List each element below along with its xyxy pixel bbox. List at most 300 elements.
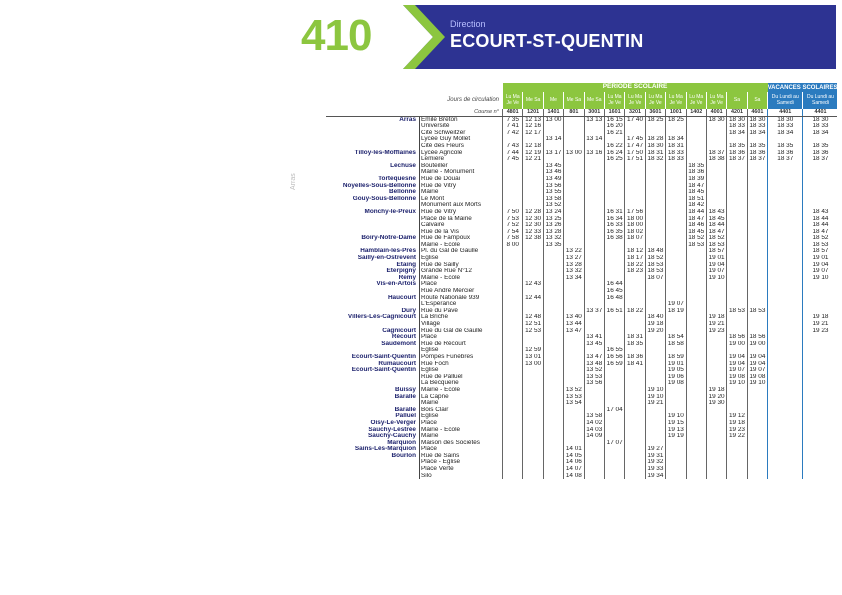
- departure-time: [727, 314, 747, 321]
- departure-time: [564, 202, 584, 209]
- table-row: [326, 440, 837, 447]
- departure-time: [727, 196, 747, 203]
- departure-time: 16 35: [604, 229, 624, 236]
- departure-time: [625, 275, 645, 282]
- departure-time: 12 48: [523, 314, 543, 321]
- departure-time: [768, 242, 803, 249]
- departure-time: [543, 354, 563, 361]
- departure-time: [625, 202, 645, 209]
- departure-time: [604, 413, 624, 420]
- departure-time: [503, 394, 523, 401]
- departure-time: [584, 394, 604, 401]
- departure-time: [604, 268, 624, 275]
- departure-time: 18 57: [706, 248, 726, 255]
- departure-time: [543, 466, 563, 473]
- departure-time: 18 53: [803, 242, 838, 249]
- departure-time: [666, 459, 686, 466]
- departure-time: [523, 301, 543, 308]
- departure-time: [503, 440, 523, 447]
- departure-time: [727, 242, 747, 249]
- departure-time: 18 34: [727, 130, 747, 137]
- departure-time: 13 32: [543, 235, 563, 242]
- departure-time: 12 33: [523, 229, 543, 236]
- departure-time: 13 41: [584, 334, 604, 341]
- departure-time: [604, 433, 624, 440]
- day-header: Du Lundi au Samedi: [803, 92, 838, 109]
- departure-time: [768, 459, 803, 466]
- departure-time: 18 37: [747, 156, 767, 163]
- departure-time: 16 33: [604, 222, 624, 229]
- departure-time: 16 59: [604, 361, 624, 368]
- departure-time: [503, 361, 523, 368]
- departure-time: 19 20: [645, 328, 665, 335]
- departure-time: 13 28: [564, 262, 584, 269]
- departure-time: 19 33: [645, 466, 665, 473]
- departure-time: 13 17: [543, 150, 563, 157]
- departure-time: [503, 255, 523, 262]
- departure-time: 13 32: [564, 268, 584, 275]
- departure-time: [666, 387, 686, 394]
- departure-time: [803, 196, 838, 203]
- departure-time: [747, 176, 767, 183]
- departure-time: [686, 295, 706, 302]
- commune-name: Dury: [401, 307, 416, 314]
- table-row: [326, 156, 837, 163]
- departure-time: 12 13: [523, 116, 543, 123]
- departure-time: 13 53: [564, 394, 584, 401]
- departure-time: 18 34: [803, 130, 838, 137]
- day-header: Lu Ma Je Ve: [666, 92, 686, 109]
- course-number: 4001: [706, 109, 726, 116]
- departure-time: [543, 143, 563, 150]
- code-label: Course n°: [326, 109, 503, 116]
- departure-time: 12 16: [523, 123, 543, 130]
- departure-time: 18 59: [666, 354, 686, 361]
- departure-time: 12 51: [523, 321, 543, 328]
- stop-name: La Becquerie: [420, 380, 503, 387]
- departure-time: [503, 262, 523, 269]
- departure-time: 18 22: [625, 308, 645, 315]
- stop-name: Place: [420, 446, 503, 453]
- departure-time: [543, 380, 563, 387]
- departure-time: [604, 400, 624, 407]
- departure-time: [584, 183, 604, 190]
- departure-time: [503, 321, 523, 328]
- departure-time: 7 41: [503, 123, 523, 130]
- departure-time: [803, 288, 838, 295]
- departure-time: 7 52: [503, 222, 523, 229]
- departure-time: [706, 407, 726, 414]
- departure-time: [604, 189, 624, 196]
- table-row: [326, 216, 837, 223]
- departure-time: [503, 275, 523, 282]
- departure-time: [727, 394, 747, 401]
- departure-time: [625, 314, 645, 321]
- departure-time: 19 27: [645, 446, 665, 453]
- commune-name: Saudemont: [381, 340, 416, 347]
- departure-time: 13 52: [564, 387, 584, 394]
- commune-name: Palluel: [395, 413, 416, 420]
- departure-time: [666, 222, 686, 229]
- departure-time: [604, 453, 624, 460]
- departure-time: [803, 341, 838, 348]
- departure-time: 13 55: [543, 189, 563, 196]
- departure-time: 19 18: [727, 420, 747, 427]
- departure-time: 13 52: [584, 367, 604, 374]
- stop-name: Place Verte: [420, 466, 503, 473]
- departure-time: [645, 341, 665, 348]
- departure-time: 14 08: [564, 473, 584, 480]
- stop-name: Grande Rue N°12: [420, 268, 503, 275]
- departure-time: [523, 367, 543, 374]
- departure-time: [727, 453, 747, 460]
- departure-time: 18 31: [625, 334, 645, 341]
- departure-time: [706, 427, 726, 434]
- departure-time: [727, 262, 747, 269]
- stop-name: Silo: [420, 473, 503, 480]
- departure-time: [604, 242, 624, 249]
- stop-name: Rue de Sains: [420, 453, 503, 460]
- stop-name: Village: [420, 321, 503, 328]
- stop-name: Rue André Mercier: [420, 288, 503, 295]
- departure-time: [604, 427, 624, 434]
- departure-time: [768, 446, 803, 453]
- table-row: [326, 163, 837, 170]
- departure-time: [747, 229, 767, 236]
- commune-name: Haucourt: [387, 294, 416, 301]
- departure-time: [543, 400, 563, 407]
- departure-time: [584, 446, 604, 453]
- departure-time: [686, 420, 706, 427]
- departure-time: [543, 341, 563, 348]
- departure-time: [686, 347, 706, 354]
- departure-time: [706, 123, 726, 130]
- departure-time: [503, 176, 523, 183]
- departure-time: 18 53: [645, 262, 665, 269]
- departure-time: 7 50: [503, 209, 523, 216]
- departure-time: 18 45: [686, 189, 706, 196]
- departure-time: [503, 427, 523, 434]
- commune-name: [326, 169, 420, 176]
- departure-time: [625, 453, 645, 460]
- departure-time: [645, 301, 665, 308]
- departure-time: [768, 440, 803, 447]
- stop-name: Bouteiller: [420, 163, 503, 170]
- departure-time: [584, 268, 604, 275]
- departure-time: [747, 347, 767, 354]
- departure-time: [503, 301, 523, 308]
- departure-time: [727, 189, 747, 196]
- departure-time: [686, 116, 706, 123]
- departure-time: [584, 288, 604, 295]
- departure-time: 18 53: [645, 268, 665, 275]
- departure-time: [686, 150, 706, 157]
- departure-time: [584, 275, 604, 282]
- departure-time: [523, 453, 543, 460]
- departure-time: 18 30: [803, 116, 838, 123]
- departure-time: 7 43: [503, 143, 523, 150]
- departure-time: 18 19: [666, 308, 686, 315]
- departure-time: 18 32: [645, 156, 665, 163]
- table-row: [326, 235, 837, 242]
- stop-name: Mairie - École: [420, 242, 503, 249]
- departure-time: [543, 328, 563, 335]
- departure-time: [686, 262, 706, 269]
- departure-time: [768, 262, 803, 269]
- departure-time: [584, 235, 604, 242]
- table-row: [326, 222, 837, 229]
- departure-time: [768, 387, 803, 394]
- departure-time: [584, 295, 604, 302]
- commune-name: Boiry-Notre-Dame: [361, 235, 416, 242]
- stop-name: Église: [420, 413, 503, 420]
- departure-time: [584, 248, 604, 255]
- departure-time: [706, 380, 726, 387]
- departure-time: 19 00: [727, 341, 747, 348]
- departure-time: 13 58: [584, 413, 604, 420]
- departure-time: [584, 222, 604, 229]
- departure-time: [768, 334, 803, 341]
- departure-time: 13 53: [584, 374, 604, 381]
- departure-time: 18 47: [686, 183, 706, 190]
- departure-time: [584, 440, 604, 447]
- departure-time: 13 56: [543, 183, 563, 190]
- departure-time: [625, 446, 645, 453]
- departure-time: [523, 466, 543, 473]
- departure-time: 18 38: [706, 156, 726, 163]
- commune-name: [326, 473, 420, 480]
- departure-time: 17 45: [625, 136, 645, 143]
- departure-time: 18 36: [768, 150, 803, 157]
- commune-name: Remy: [398, 274, 416, 281]
- departure-time: [584, 347, 604, 354]
- departure-time: [666, 275, 686, 282]
- departure-time: 17 40: [625, 116, 645, 123]
- commune-name: Baralle: [394, 406, 416, 413]
- departure-time: [604, 169, 624, 176]
- departure-time: [803, 308, 838, 315]
- departure-time: [543, 374, 563, 381]
- departure-time: 18 30: [747, 116, 767, 123]
- departure-time: [803, 420, 838, 427]
- departure-time: [666, 242, 686, 249]
- table-row: [326, 123, 837, 130]
- departure-time: [768, 202, 803, 209]
- departure-time: 18 33: [727, 123, 747, 130]
- departure-time: [727, 268, 747, 275]
- departure-time: [686, 248, 706, 255]
- departure-time: [747, 301, 767, 308]
- departure-time: [706, 420, 726, 427]
- departure-time: 18 53: [727, 308, 747, 315]
- course-number: 4801: [503, 109, 523, 116]
- departure-time: 19 01: [666, 361, 686, 368]
- departure-time: 19 08: [747, 374, 767, 381]
- departure-time: [706, 136, 726, 143]
- departure-time: 16 21: [604, 130, 624, 137]
- departure-time: [666, 196, 686, 203]
- departure-time: [727, 328, 747, 335]
- departure-time: 17 47: [625, 143, 645, 150]
- departure-time: [503, 295, 523, 302]
- commune-name: [326, 301, 420, 308]
- departure-time: [564, 156, 584, 163]
- commune-name: [326, 229, 420, 236]
- departure-time: [543, 301, 563, 308]
- departure-time: [747, 288, 767, 295]
- departure-time: [645, 308, 665, 315]
- departure-time: 13 45: [543, 163, 563, 170]
- departure-time: 17 04: [604, 407, 624, 414]
- departure-time: [584, 169, 604, 176]
- departure-time: 13 56: [584, 380, 604, 387]
- stop-name: Mairie - Monument: [420, 169, 503, 176]
- course-number: 1201: [523, 109, 543, 116]
- departure-time: [727, 176, 747, 183]
- table-row: [326, 281, 837, 288]
- departure-time: [645, 209, 665, 216]
- stop-name: Lycée Agricole: [420, 150, 503, 157]
- departure-time: [503, 328, 523, 335]
- departure-time: [503, 288, 523, 295]
- departure-time: [625, 295, 645, 302]
- departure-time: 18 58: [666, 341, 686, 348]
- departure-time: [803, 374, 838, 381]
- departure-time: 18 43: [706, 209, 726, 216]
- departure-time: [523, 255, 543, 262]
- departure-time: [706, 301, 726, 308]
- table-row: [326, 446, 837, 453]
- departure-time: [543, 123, 563, 130]
- departure-time: [768, 420, 803, 427]
- destination-title: ECOURT-ST-QUENTIN: [450, 31, 644, 51]
- departure-time: [625, 130, 645, 137]
- departure-time: 19 13: [666, 427, 686, 434]
- stop-name: Rue du Pavé: [420, 308, 503, 315]
- departure-time: [625, 433, 645, 440]
- departure-time: [747, 169, 767, 176]
- table-row: [326, 183, 837, 190]
- departure-time: [727, 281, 747, 288]
- departure-time: [747, 466, 767, 473]
- departure-time: [768, 380, 803, 387]
- departure-time: [686, 473, 706, 480]
- stop-name: Mairie: [420, 433, 503, 440]
- stop-name: Route Nationale 939: [420, 295, 503, 302]
- departure-time: [564, 427, 584, 434]
- stop-name: Mairie - École: [420, 275, 503, 282]
- departure-time: 19 04: [747, 361, 767, 368]
- departure-time: 14 02: [584, 420, 604, 427]
- departure-time: [584, 459, 604, 466]
- departure-time: [666, 229, 686, 236]
- day-header: Lu Ma Je Ve: [503, 92, 523, 109]
- departure-time: [564, 163, 584, 170]
- departure-time: [645, 361, 665, 368]
- departure-time: 18 25: [645, 116, 665, 123]
- departure-time: [727, 229, 747, 236]
- departure-time: [666, 440, 686, 447]
- departure-time: [625, 183, 645, 190]
- departure-time: [604, 380, 624, 387]
- departure-time: [666, 400, 686, 407]
- stop-name: Place: [420, 281, 503, 288]
- departure-time: 18 43: [803, 209, 838, 216]
- table-row: [326, 374, 837, 381]
- commune-name: Sauchy-Cauchy: [368, 433, 416, 440]
- departure-time: [747, 189, 767, 196]
- departure-time: 18 35: [686, 163, 706, 170]
- stop-name: Rue de Fampoux: [420, 235, 503, 242]
- departure-time: 19 10: [747, 380, 767, 387]
- departure-time: 18 53: [706, 242, 726, 249]
- departure-time: 13 00: [543, 116, 563, 123]
- departure-time: [686, 367, 706, 374]
- departure-time: [584, 387, 604, 394]
- commune-name: [326, 143, 420, 150]
- departure-time: [706, 440, 726, 447]
- departure-time: [604, 163, 624, 170]
- departure-time: 13 27: [564, 255, 584, 262]
- departure-time: [503, 387, 523, 394]
- departure-time: [564, 235, 584, 242]
- departure-time: [523, 275, 543, 282]
- departure-time: [727, 235, 747, 242]
- departure-time: [727, 446, 747, 453]
- departure-time: 18 46: [686, 222, 706, 229]
- departure-time: [645, 229, 665, 236]
- departure-time: [584, 196, 604, 203]
- departure-time: [604, 262, 624, 269]
- departure-time: [768, 354, 803, 361]
- departure-time: 18 45: [706, 216, 726, 223]
- departure-time: [523, 183, 543, 190]
- departure-time: [768, 466, 803, 473]
- departure-time: [706, 288, 726, 295]
- departure-time: [523, 380, 543, 387]
- departure-time: 16 22: [604, 143, 624, 150]
- departure-time: [768, 222, 803, 229]
- departure-time: [727, 255, 747, 262]
- departure-time: [503, 136, 523, 143]
- departure-time: [768, 248, 803, 255]
- departure-time: [625, 347, 645, 354]
- departure-time: [768, 235, 803, 242]
- stop-name: Pompes Funèbres: [420, 354, 503, 361]
- commune-name: [326, 380, 420, 387]
- departure-time: [584, 314, 604, 321]
- departure-time: [686, 334, 706, 341]
- departure-time: 18 28: [645, 136, 665, 143]
- departure-time: [645, 354, 665, 361]
- departure-time: [706, 281, 726, 288]
- departure-time: 14 09: [584, 433, 604, 440]
- departure-time: [747, 216, 767, 223]
- course-number: 1001: [666, 109, 686, 116]
- departure-time: [747, 281, 767, 288]
- table-row: [326, 308, 837, 315]
- departure-time: [523, 433, 543, 440]
- departure-time: 19 21: [645, 400, 665, 407]
- stop-name: Église: [420, 255, 503, 262]
- departure-time: [768, 361, 803, 368]
- departure-time: [564, 347, 584, 354]
- period-vacation-header: VACANCES SCOLAIRES: [767, 84, 838, 91]
- departure-time: [666, 202, 686, 209]
- stop-name: Mairie - École: [420, 427, 503, 434]
- commune-name: Monchy-le-Preux: [364, 208, 416, 215]
- commune-name: [326, 130, 420, 137]
